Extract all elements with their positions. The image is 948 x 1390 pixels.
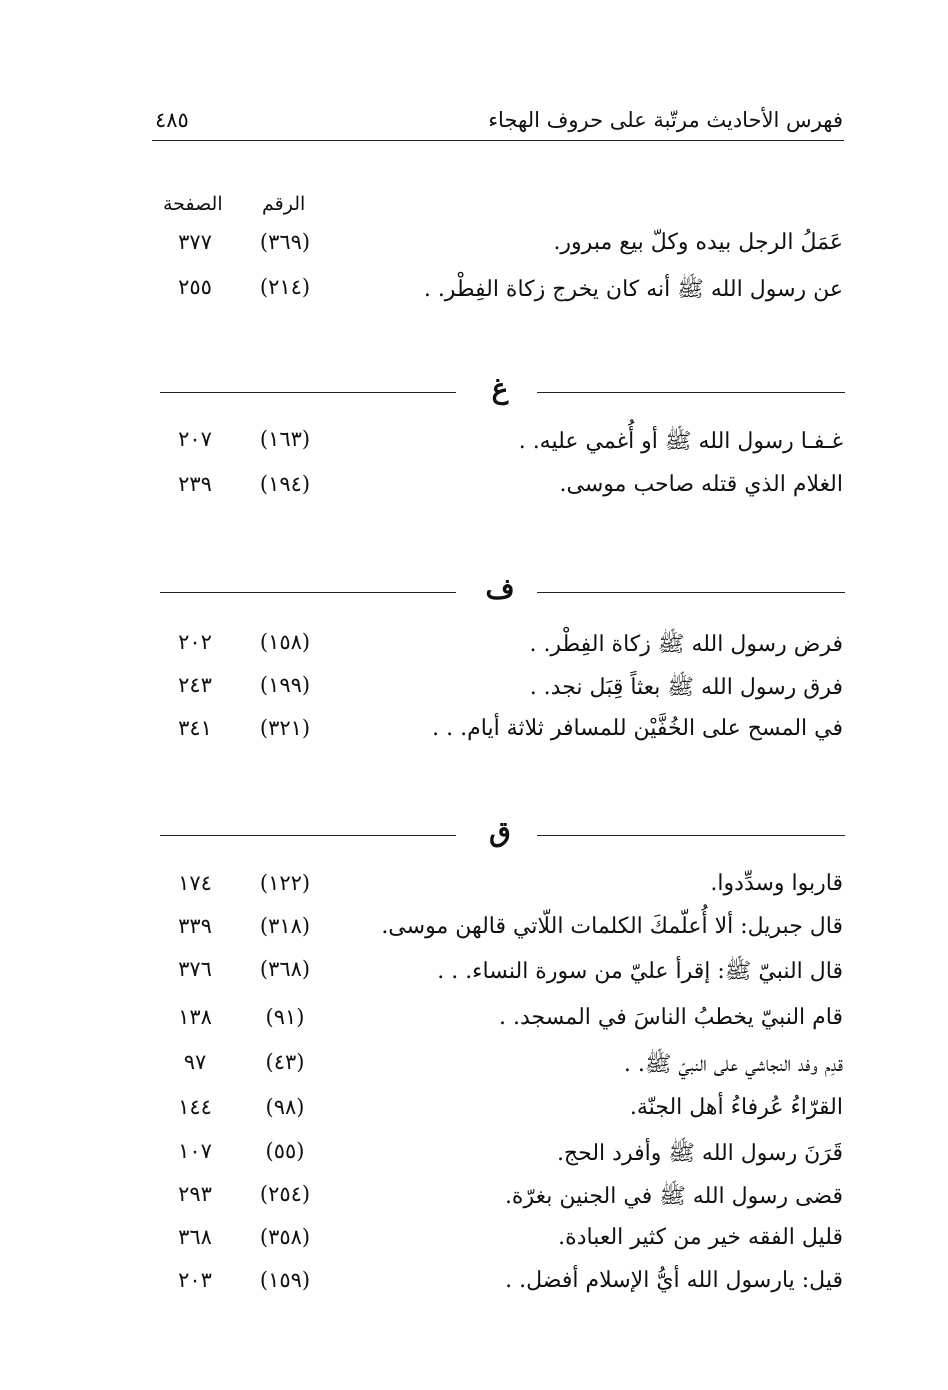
entry-text: عَمَلُ الرجل بيده وكلّ بيع مبرور. [553, 230, 843, 255]
entry-text: قدِم وفد النجاشي على النبيّ ﷺ. . [623, 1052, 843, 1077]
running-header-title: فهرس الأحاديث مرتّبة على حروف الهجاء [488, 108, 843, 132]
entry-text: القرّاءُ عُرفاءُ أهل الجنّة. [629, 1095, 843, 1120]
index-entry [0, 230, 948, 266]
section-divider-qaf [0, 815, 948, 855]
index-entry [0, 275, 948, 311]
entry-number: (١٢٢) [259, 871, 311, 895]
section-divider-ghain [0, 372, 948, 412]
entry-number: (٣٦٨) [259, 957, 311, 981]
entry-text: قام النبيّ يخطبُ الناسَ في المسجد. . [499, 1005, 843, 1030]
index-entry [0, 914, 948, 950]
entry-number: (٣١٨) [259, 914, 311, 938]
index-entry [0, 472, 948, 508]
divider-line [160, 592, 456, 593]
entry-text: قيل: يارسول الله أيُّ الإسلام أفضل. . [505, 1268, 843, 1293]
index-entry [0, 1050, 948, 1086]
entry-page: ٢٠٧ [178, 427, 212, 451]
divider-line [537, 835, 845, 836]
index-entry [0, 1095, 948, 1131]
entry-page: ٩٧ [183, 1050, 207, 1074]
index-entry [0, 1139, 948, 1175]
entry-page: ١٣٨ [178, 1005, 212, 1029]
entry-text: قليل الفقه خير من كثير العبادة. [558, 1225, 843, 1250]
entry-page: ٢٣٩ [178, 472, 212, 496]
section-divider-fa [0, 572, 948, 612]
index-entry [0, 630, 948, 666]
entry-number: (٢٥٤) [259, 1182, 311, 1206]
index-entry [0, 673, 948, 709]
header-rule [152, 140, 844, 141]
entry-number: (٥٥) [265, 1139, 305, 1163]
index-entry [0, 871, 948, 907]
entry-page: ٣٤١ [178, 716, 212, 740]
entry-page: ٣٦٨ [178, 1225, 212, 1249]
entry-text: في المسح على الخُفَّيْن للمسافر ثلاثة أيام. . . [432, 716, 843, 741]
section-letter: ف [485, 572, 515, 605]
entry-number: (١٩٩) [259, 673, 311, 697]
entry-number: (٣٢١) [259, 716, 311, 740]
entry-page: ١٠٧ [178, 1139, 212, 1163]
entry-text: قاربوا وسدِّدوا. [710, 871, 843, 896]
entry-page: ٣٧٦ [178, 957, 212, 981]
entry-page: ٣٧٧ [178, 230, 212, 254]
index-entry [0, 716, 948, 752]
entry-text: الغلام الذي قتله صاحب موسى. [559, 472, 843, 497]
entry-number: (١٦٣) [259, 427, 311, 451]
section-letter: ق [489, 815, 511, 848]
column-header-page: الصفحة [163, 193, 223, 215]
entry-text: فرق رسول الله ﷺ بعثاً قِبَل نجد. . [529, 675, 843, 700]
entry-number: (٩١) [265, 1005, 305, 1029]
entry-number: (٤٣) [265, 1050, 305, 1074]
entry-text: قال جبريل: ألا أُعلّمكَ الكلمات اللّاتي قالهن موسى. [381, 914, 843, 939]
entry-page: ٢٥٥ [178, 275, 212, 299]
index-entry [0, 1268, 948, 1304]
index-entry [0, 427, 948, 463]
entry-page: ١٧٤ [178, 871, 212, 895]
entry-text: قال النبيّ ﷺ: إقرأ عليّ من سورة النساء. . . [437, 959, 843, 984]
index-entry [0, 1182, 948, 1218]
entry-page: ٣٣٩ [178, 914, 212, 938]
entry-page: ١٤٤ [178, 1095, 212, 1119]
entry-page: ٢٠٣ [178, 1268, 212, 1292]
entry-number: (١٥٩) [259, 1268, 311, 1292]
index-entry [0, 957, 948, 993]
entry-text: قضى رسول الله ﷺ في الجنين بغرّة. [504, 1184, 843, 1209]
divider-line [160, 392, 456, 393]
column-header-number: الرقم [262, 193, 306, 215]
divider-line [160, 835, 456, 836]
section-letter: غ [491, 372, 509, 405]
entry-text: عن رسول الله ﷺ أنه كان يخرج زكاة الفِطْر. . [423, 277, 843, 302]
entry-text: فرض رسول الله ﷺ زكاة الفِطْر. . [529, 632, 843, 657]
entry-number: (٣٦٩) [259, 230, 311, 254]
divider-line [537, 592, 845, 593]
entry-page: ٢٤٣ [178, 673, 212, 697]
entry-page: ٢٩٣ [178, 1182, 212, 1206]
entry-number: (١٩٤) [259, 472, 311, 496]
entry-text: غـفـا رسول الله ﷺ أو أُغمي عليه. . [518, 429, 843, 454]
entry-number: (١٥٨) [259, 630, 311, 654]
entry-number: (٢١٤) [259, 275, 311, 299]
entry-number: (٣٥٨) [259, 1225, 311, 1249]
index-entry [0, 1005, 948, 1041]
divider-line [537, 392, 845, 393]
page-number: ٤٨٥ [155, 108, 189, 132]
index-entry [0, 1225, 948, 1261]
entry-text: قَرَنَ رسول الله ﷺ وأفرد الحج. [556, 1141, 843, 1166]
entry-number: (٩٨) [265, 1095, 305, 1119]
entry-page: ٢٠٢ [178, 630, 212, 654]
